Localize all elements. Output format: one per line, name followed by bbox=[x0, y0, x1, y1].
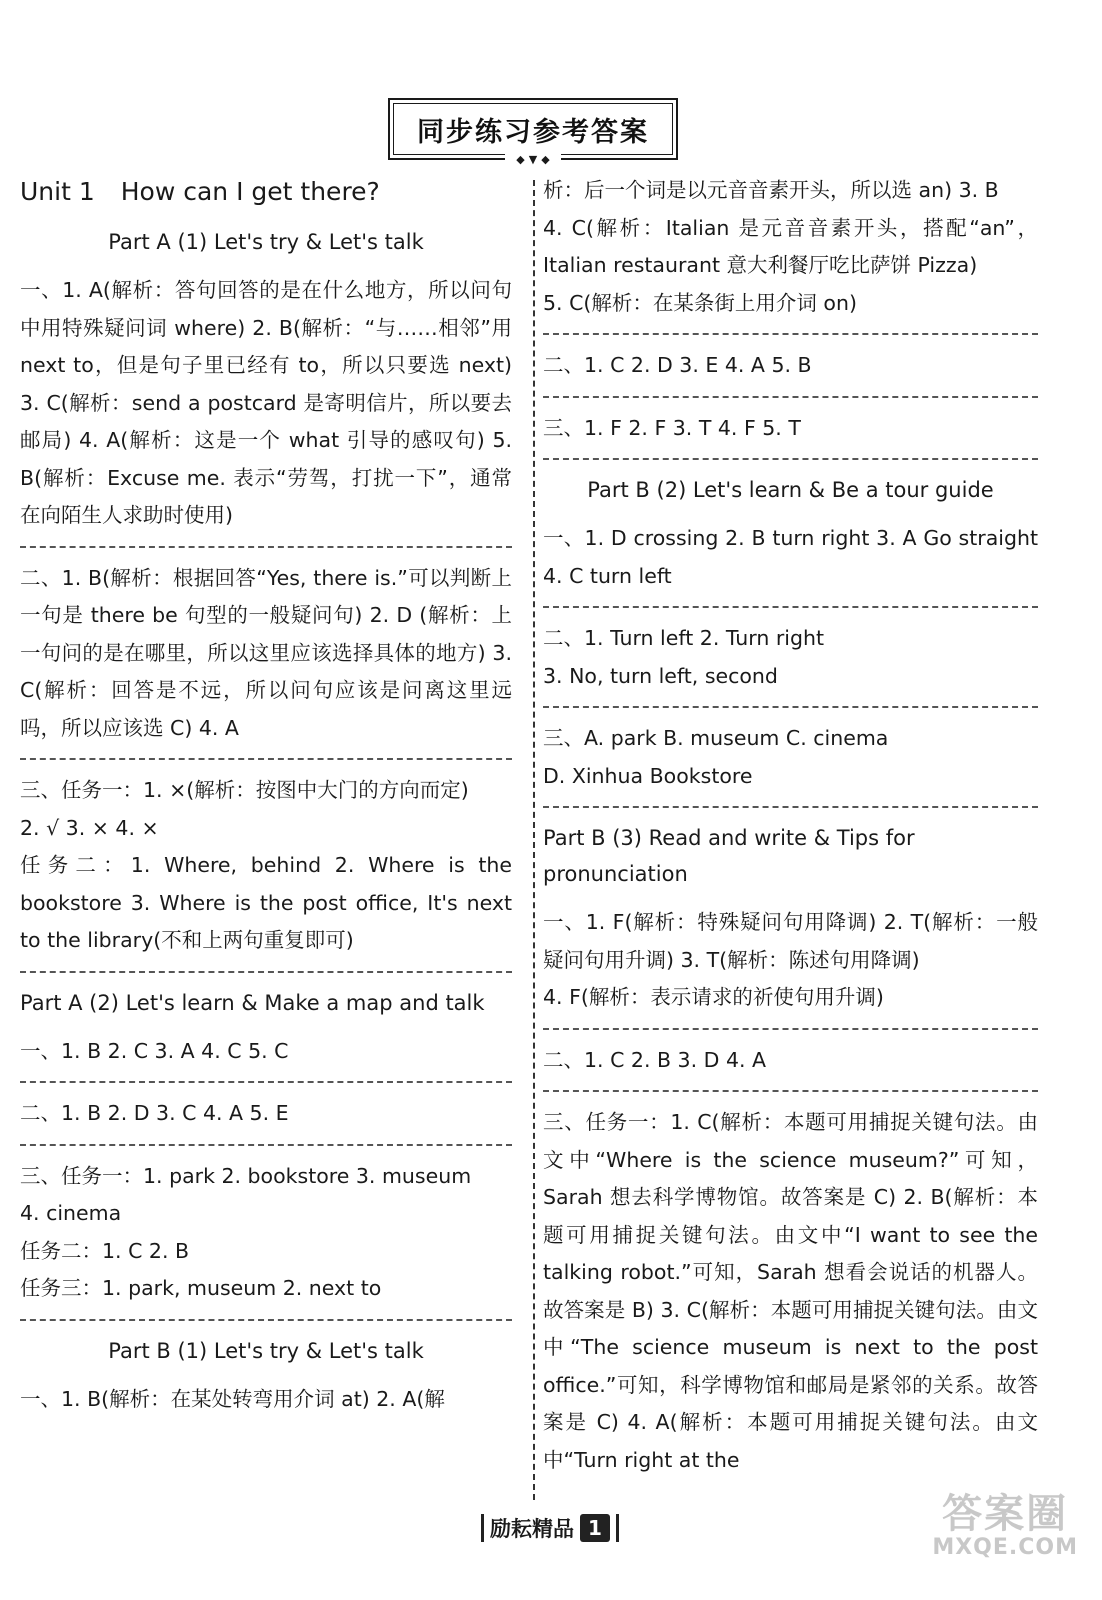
dashed-separator bbox=[543, 333, 1038, 335]
footer-bar bbox=[481, 1514, 484, 1542]
answer-line: 二、1. Turn left 2. Turn right bbox=[543, 626, 824, 650]
answer-line: 任务三：1. park, museum 2. next to bbox=[20, 1276, 382, 1300]
answer-line: 4. F(解析：表示请求的祈使句用升调) bbox=[543, 985, 884, 1009]
answer-line: 一、1. A(解析：答句回答的是在什么地方，所以问句中用特殊疑问词 where) 2. B(解析：“与……相邻”用 next to，但是句子里已经有 to，所以只要选 next) 3. C(解析：send a postcard 是寄明信片，所以要去邮局) 4. A(解析：这是一个 what 引导的感叹句) 5. B(解析：Excuse me. 表示“劳驾，打扰一下”，通常在向陌生人求助时使用) bbox=[20, 278, 512, 527]
page-number: 1 bbox=[580, 1514, 610, 1542]
left-column bbox=[20, 172, 512, 1418]
answer-line: 二、1. B 2. D 3. C 4. A 5. E bbox=[20, 1101, 289, 1125]
dashed-separator bbox=[20, 971, 512, 973]
section-heading: Part A (2) Let's learn & Make a map and talk bbox=[20, 990, 485, 1015]
column-divider bbox=[533, 180, 535, 1500]
dashed-separator bbox=[20, 1081, 512, 1083]
section-heading: Part B (1) Let's try & Let's talk bbox=[108, 1338, 424, 1363]
answer-block bbox=[543, 904, 1038, 1017]
right-column bbox=[543, 172, 1038, 1479]
answer-block bbox=[543, 620, 1038, 695]
answer-block bbox=[543, 347, 1038, 385]
title-decoration bbox=[505, 151, 561, 167]
section-heading: Part B (2) Let's learn & Be a tour guide bbox=[587, 478, 994, 502]
answer-line: 4. cinema bbox=[20, 1201, 122, 1225]
answer-block bbox=[20, 272, 512, 535]
dashed-separator bbox=[543, 606, 1038, 608]
answer-line: 析：后一个词是以元音音素开头，所以选 an) 3. B bbox=[543, 178, 999, 202]
answer-line: 一、1. F(解析：特殊疑问句用降调) 2. T(解析：一般疑问句用升调) 3. T(解析：陈述句用降调) bbox=[543, 910, 1038, 972]
triangle-icon: ▼ bbox=[528, 152, 538, 166]
answer-line: 三、任务一：1. C(解析：本题可用捕捉关键句法。由文中“Where is the science museum?”可知，Sarah 想去科学博物馆。故答案是 C) 2. B(解析：本题可用捕捉关键句法。由文中“I want to see the talking robot.”可知，Sarah 想看会说话的机器人。故答案是 B) 3. C(解析：本题可用捕捉关键句法。由文中“The science museum is next to the post office.”可知，科学博物馆和邮局是紧邻的关系。故答案是 C) 4. A(解析：本题可用捕捉关键句法。由文中“Turn right at the bbox=[543, 1110, 1038, 1472]
dashed-separator bbox=[20, 758, 512, 760]
answer-block bbox=[20, 1381, 512, 1419]
dashed-separator bbox=[543, 458, 1038, 460]
answer-line: 任务二：1. C 2. B bbox=[20, 1238, 190, 1263]
answer-block bbox=[20, 772, 512, 960]
answer-line: 4. C(解析：Italian 是元音音素开头，搭配“an”，Italian restaurant 意大利餐厅吃比萨饼 Pizza) bbox=[543, 215, 1038, 277]
section-heading: Part A (1) Let's try & Let's talk bbox=[108, 230, 424, 254]
unit-title bbox=[20, 172, 512, 212]
dashed-separator bbox=[20, 1319, 512, 1321]
answer-block bbox=[543, 410, 1038, 448]
answer-line: 2. √ 3. × 4. × bbox=[20, 815, 159, 840]
dashed-separator bbox=[543, 706, 1038, 708]
answer-line: 三、任务一：1. park 2. bookstore 3. museum bbox=[20, 1163, 472, 1188]
watermark-logo-text: 答案圈 bbox=[942, 1491, 1069, 1537]
footer-bar bbox=[616, 1514, 619, 1542]
answer-line: D. Xinhua Bookstore bbox=[543, 763, 753, 788]
answer-block bbox=[543, 520, 1038, 595]
dashed-separator bbox=[20, 546, 512, 548]
answer-line: 一、1. B 2. C 3. A 4. C 5. C bbox=[20, 1038, 289, 1063]
answer-line: 任务二：1. Where, behind 2. Where is the bookstore 3. Where is the post office, It's next to the library(不和上两句重复即可) bbox=[20, 853, 512, 952]
dashed-separator bbox=[543, 396, 1038, 398]
unit-number: Unit 1 bbox=[20, 177, 95, 206]
answer-line: 3. No, turn left, second bbox=[543, 663, 778, 688]
answer-block bbox=[543, 1104, 1038, 1479]
answer-block bbox=[20, 1095, 512, 1133]
answer-block bbox=[543, 172, 1038, 322]
answer-block bbox=[543, 720, 1038, 795]
watermark-url: MXQE.COM bbox=[932, 1535, 1078, 1560]
footer-brand: 励耘精品 bbox=[490, 1517, 575, 1541]
unit-subtitle: How can I get there? bbox=[120, 177, 380, 206]
answer-line: 二、1. C 2. B 3. D 4. A bbox=[543, 1047, 767, 1072]
answer-line: 三、任务一：1. ×(解析：按图中大门的方向而定) bbox=[20, 778, 469, 802]
dashed-separator bbox=[543, 1090, 1038, 1092]
answer-line: 一、1. D crossing 2. B turn right 3. A Go straight 4. C turn left bbox=[543, 526, 1038, 588]
answer-line: 三、1. F 2. F 3. T 4. F 5. T bbox=[543, 415, 801, 440]
answer-line: 5. C(解析：在某条街上用介词 on) bbox=[543, 290, 857, 315]
dashed-separator bbox=[20, 1144, 512, 1146]
answer-block bbox=[20, 1158, 512, 1308]
triangle-icon: ◆ bbox=[541, 152, 550, 166]
answer-line: 二、1. C 2. D 3. E 4. A 5. B bbox=[543, 353, 812, 377]
page-footer bbox=[430, 1510, 670, 1546]
section-heading: Part B (3) Read and write & Tips for pronunciation bbox=[543, 826, 915, 886]
answer-block bbox=[543, 1042, 1038, 1080]
answer-line: 二、1. B(解析：根据回答“Yes, there is.”可以判断上一句是 there be 句型的一般疑问句) 2. D (解析：上一句问的是在哪里，所以这里应该选择具体的地方) 3. C(解析：回答是不远，所以问句应该是问离这里远吗，所以应该选 C) 4. A bbox=[20, 565, 512, 740]
dashed-separator bbox=[543, 806, 1038, 808]
answer-block bbox=[20, 560, 512, 748]
dashed-separator bbox=[543, 1028, 1038, 1030]
watermark bbox=[932, 1492, 1078, 1560]
answer-line: 三、A. park B. museum C. cinema bbox=[543, 726, 889, 750]
page-title: 同步练习参考答案 bbox=[393, 103, 673, 155]
answer-block bbox=[20, 1033, 512, 1071]
answer-line: 一、1. B(解析：在某处转弯用介词 at) 2. A(解 bbox=[20, 1386, 445, 1411]
triangle-icon: ◆ bbox=[516, 152, 525, 166]
